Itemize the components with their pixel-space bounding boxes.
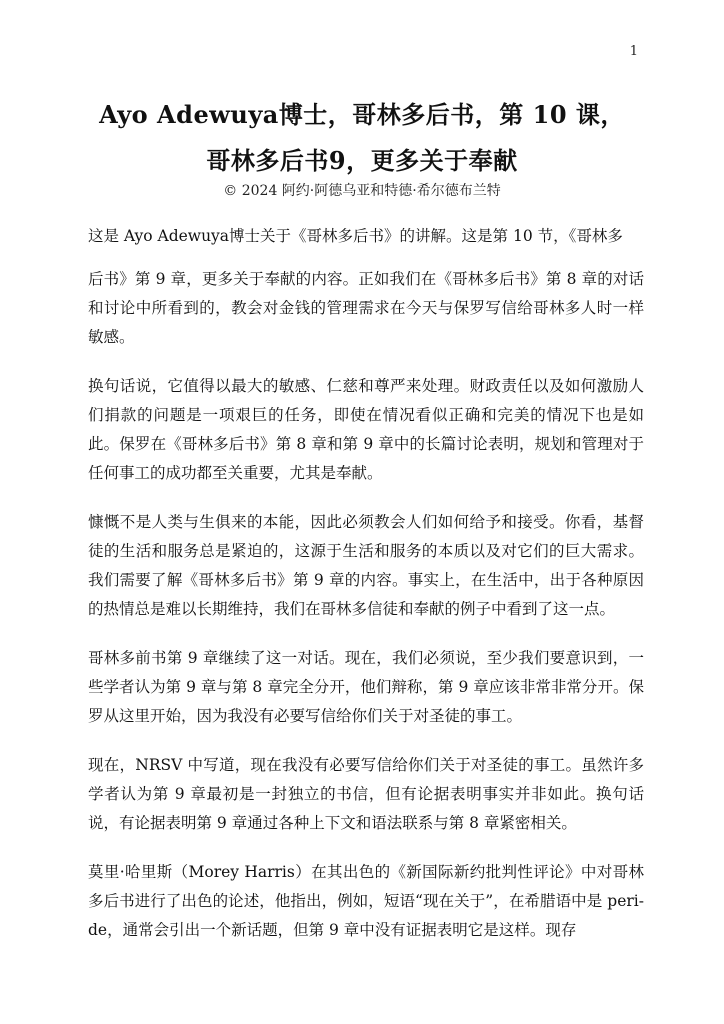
title-line-2: 哥林多后书9，更多关于奉献 bbox=[206, 146, 518, 175]
paragraph-5: 哥林多前书第 9 章继续了这一对话。现在，我们必须说，至少我们要意识到，一些学者认为第 9 章与第 8 章完全分开，他们辩称，第 9 章应该非常非常分开。保罗从这里开始，因为我没有必要写信给你们关于对圣徒的事工。 bbox=[88, 649, 644, 725]
paragraph-7: 莫里·哈里斯（Morey Harris）在其出色的《新国际新约批判性评论》中对哥林多后书进行了出色的论述，他指出，例如，短语“现在关于”，在希腊语中是 peri-de，通常会引出一个新话题，但第 9 章中没有证据表明它是这样。现存 bbox=[88, 863, 644, 939]
paragraph-1: 这是 Ayo Adewuya博士关于《哥林多后书》的讲解。这是第 10 节，《哥林多 bbox=[88, 227, 623, 245]
paragraph-4: 慷慨不是人类与生俱来的本能，因此必须教会人们如何给予和接受。你看，基督徒的生活和服务总是紧迫的，这源于生活和服务的本质以及对它们的巨大需求。我们需要了解《哥林多后书》第 9 章的内容。事实上，在生活中，出于各种原因的热情总是难以长期维持，我们在哥林多信徒和奉献的例子中看到了这一点。 bbox=[88, 513, 644, 618]
document-title bbox=[60, 92, 664, 184]
document-body bbox=[88, 222, 644, 965]
page-number: 1 bbox=[629, 44, 638, 59]
paragraph-6: 现在，NRSV 中写道，现在我没有必要写信给你们关于对圣徒的事工。虽然许多学者认为第 9 章最初是一封独立的书信，但有论据表明事实并非如此。换句话说，有论据表明第 9 章通过各种上下文和语法联系与第 8 章紧密相关。 bbox=[88, 756, 644, 832]
paragraph-3: 换句话说，它值得以最大的敏感、仁慈和尊严来处理。财政责任以及如何激励人们捐款的问题是一项艰巨的任务，即使在情况看似正确和完美的情况下也是如此。保罗在《哥林多后书》第 8 章和第 9 章中的长篇讨论表明，规划和管理对于任何事工的成功都至关重要，尤其是奉献。 bbox=[88, 377, 644, 482]
copyright-line: © 2024 阿约·阿德乌亚和特德·希尔德布兰特 bbox=[223, 183, 501, 199]
title-line-1: Ayo Adewuya博士，哥林多后书，第 10 课， bbox=[99, 100, 625, 129]
paragraph-2: 后书》第 9 章，更多关于奉献的内容。正如我们在《哥林多后书》第 8 章的对话和讨论中所看到的，教会对金钱的管理需求在今天与保罗写信给哥林多人时一样敏感。 bbox=[88, 270, 644, 346]
